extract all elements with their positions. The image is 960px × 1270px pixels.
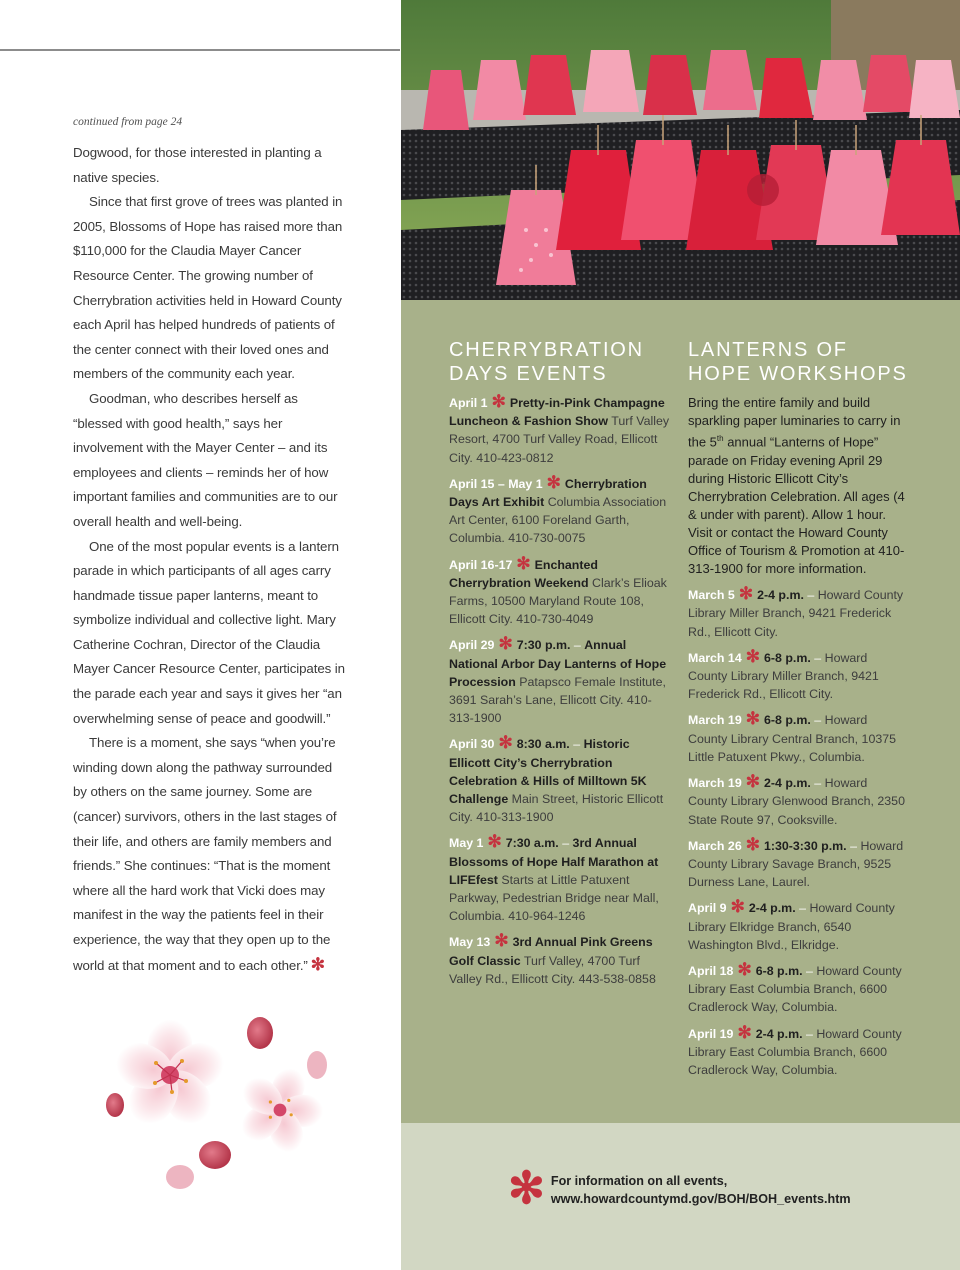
asterisk-flower-icon: ✻ xyxy=(487,832,502,852)
workshop-date: April 19 xyxy=(688,1026,734,1041)
workshops-heading-line2: HOPE WORKSHOPS xyxy=(688,363,908,385)
paper-lanterns-photo xyxy=(401,0,960,300)
intro-superscript: th xyxy=(716,434,724,444)
continued-note: continued from page 24 xyxy=(73,116,183,128)
asterisk-flower-icon: ✻ xyxy=(498,634,513,654)
events-url-link[interactable]: www.howardcountymd.gov/BOH/BOH_events.htm xyxy=(550,1192,851,1206)
article-column xyxy=(73,113,345,978)
dash: – xyxy=(807,588,815,603)
event-item xyxy=(449,933,671,988)
event-detail: Turf Valley Resort, 4700 Turf Valley Road, Ellicott City. 410-423-0812 xyxy=(449,414,670,465)
bud-1 xyxy=(247,1017,273,1049)
event-title: Enchanted Cherrybration Weekend xyxy=(449,557,598,590)
event-title: Annual National Arbor Day Lanterns of Hope Procession xyxy=(449,638,667,689)
workshop-item xyxy=(688,774,908,829)
event-title: 3rd Annual Blossoms of Hope Half Marathon at LIFEfest xyxy=(449,836,659,887)
top-rule xyxy=(0,49,400,51)
intro-part-b: annual “Lanterns of Hope” parade on Friday evening April 29 during Historic Ellicott City’s Cherrybration Celebration. All ages (4 & under with parent). Allow 1 hour. Visit or contact the Howard County Office of Tourism & Promotion at 410-313-1900 for more information. xyxy=(688,434,905,577)
workshops-heading-line1: LANTERNS OF xyxy=(688,339,848,361)
workshop-detail: Howard County Library East Columbia Branch, 6600 Cradlerock Way, Columbia. xyxy=(688,963,902,1015)
dash: – xyxy=(814,776,822,791)
asterisk-flower-icon: ✻ xyxy=(730,897,745,917)
dash: – xyxy=(814,713,822,728)
workshop-item xyxy=(688,586,908,641)
event-detail: Main Street, Historic Ellicott City. 410-313-1900 xyxy=(449,792,664,825)
paragraph-2: Since that first grove of trees was planted in 2005, Blossoms of Hope has raised more than $110,000 for the Claudia Mayer Cancer Resource Center. The growing number of Cherrybration activities held in Howard County each April has helped hundreds of patients of the center connect with their loved ones and members of the community each year. xyxy=(73,194,343,382)
dash: – xyxy=(573,737,581,752)
lanterns-workshops-column xyxy=(688,338,908,1087)
event-detail: Columbia Association Art Center, 6100 Foreland Garth, Columbia. 410-730-0075 xyxy=(449,495,667,546)
workshop-date: March 19 xyxy=(688,776,742,791)
info-block xyxy=(508,1164,851,1213)
event-time: 7:30 p.m. xyxy=(516,638,571,653)
asterisk-flower-icon: ✻ xyxy=(745,834,760,854)
event-item xyxy=(449,553,671,629)
event-date: April 15 – May 1 xyxy=(449,476,543,491)
workshop-detail: Howard County Library Miller Branch, 9421 Frederick Rd., Ellicott City. xyxy=(688,650,879,702)
cherry-blossom-illustration xyxy=(85,1005,345,1205)
event-detail: Patapsco Female Institute, 3691 Sarah’s Lane, Ellicott City. 410-313-1900 xyxy=(449,674,666,726)
event-title: Historic Ellicott City’s Cherrybration Celebration & Hills of Milltown 5K Challenge xyxy=(449,737,647,807)
workshop-time: 6-8 p.m. xyxy=(763,713,811,728)
dash: – xyxy=(573,638,581,653)
event-detail: Clark’s Elioak Farms, 10500 Maryland Route 108, Ellicott City. 410-730-4049 xyxy=(449,575,667,627)
workshop-date: April 9 xyxy=(688,901,727,916)
workshop-item xyxy=(688,834,908,892)
dash: – xyxy=(850,838,857,853)
workshop-item xyxy=(688,1022,908,1080)
asterisk-flower-icon: ✻ xyxy=(494,931,509,951)
info-text xyxy=(551,1170,851,1208)
workshop-detail: Howard County Library Glenwood Branch, 2350 State Route 97, Cooksville. xyxy=(688,776,905,827)
workshop-time: 2-4 p.m. xyxy=(748,901,796,916)
dash: – xyxy=(799,901,806,916)
cherrybration-events-column xyxy=(449,338,671,996)
bud-3 xyxy=(106,1093,124,1117)
info-line: For information on all events, xyxy=(550,1174,728,1188)
dash: – xyxy=(805,1026,813,1041)
workshop-time: 6-8 p.m. xyxy=(755,963,803,978)
workshop-detail: Howard County Library Savage Branch, 9525 Durness Lane, Laurel. xyxy=(688,838,904,890)
events-heading-line1: CHERRYBRATION xyxy=(449,339,644,361)
event-title: Cherrybration Days Art Exhibit xyxy=(449,476,647,510)
event-item xyxy=(449,394,671,467)
workshop-item xyxy=(688,711,908,766)
event-date: May 1 xyxy=(449,836,484,851)
dash: – xyxy=(805,963,813,978)
asterisk-flower-icon: ✻ xyxy=(498,733,513,753)
article-body xyxy=(73,141,345,978)
workshop-detail: Howard County Library Elkridge Branch, 6540 Washington Blvd., Elkridge. xyxy=(688,901,895,952)
paragraph-5 xyxy=(73,731,345,978)
workshop-detail: Howard County Library Miller Branch, 9421 Frederick Rd., Ellicott City. xyxy=(688,588,904,639)
bud-4 xyxy=(166,1165,194,1189)
event-time: 7:30 a.m. xyxy=(505,836,559,851)
paragraph-3: Goodman, who describes herself as “blessed with good health,” says her involvement with the Mayer Center – and its employees and clients – reminds her of how important families and communities are to our overall health and well-being. xyxy=(73,390,338,529)
workshop-item xyxy=(688,959,908,1017)
event-date: April 30 xyxy=(449,737,495,752)
event-date: April 1 xyxy=(449,396,488,410)
workshop-time: 1:30-3:30 p.m. xyxy=(763,838,847,853)
event-item xyxy=(449,735,671,826)
paragraph-5-text: There is a moment, she says “when you’re winding down along the pathway surrounded by others on the same journey. Some are (cancer) survivors, others in the last stages of their life, and others are family members and friends.” She continues: “That is the moment where all the hard work that Vicki does may manifest in the way the patients feel in their experience, the way that they open up to the world at that moment and to each other.” xyxy=(73,735,337,973)
asterisk-flower-icon: ✻ xyxy=(546,472,561,492)
event-detail: Starts at Little Patuxent Parkway, Pedestrian Bridge near Mall, Columbia. 410-964-1246 xyxy=(449,872,659,924)
event-date: April 29 xyxy=(449,638,495,653)
event-item xyxy=(449,472,671,548)
bud-5 xyxy=(307,1051,327,1079)
paragraph-1: Dogwood, for those interested in planting a native species. xyxy=(73,145,322,185)
event-item xyxy=(449,636,671,727)
workshop-date: March 5 xyxy=(688,588,735,603)
blossom-main xyxy=(104,1013,236,1138)
event-date: April 16-17 xyxy=(449,557,513,572)
events-heading xyxy=(449,338,671,386)
dash: – xyxy=(562,836,570,851)
asterisk-flower-icon: ✻ xyxy=(738,584,754,604)
event-title: Pretty-in-Pink Champagne Luncheon & Fashion Show xyxy=(449,396,665,429)
dash: – xyxy=(814,650,822,665)
workshop-time: 2-4 p.m. xyxy=(757,588,804,603)
event-detail: Turf Valley, 4700 Turf Valley Rd., Ellicott City. 443-538-0858 xyxy=(449,953,656,986)
event-item xyxy=(449,834,671,925)
bud-2 xyxy=(199,1141,231,1169)
asterisk-flower-icon: ✻ xyxy=(516,553,531,573)
asterisk-flower-icon: ✻ xyxy=(737,1022,752,1042)
asterisk-flower-icon: ✻ xyxy=(745,646,760,666)
end-mark-icon: ✻ xyxy=(310,954,325,974)
event-title: 3rd Annual Pink Greens Golf Classic xyxy=(449,935,653,968)
workshop-date: March 19 xyxy=(688,713,742,728)
workshops-heading xyxy=(688,338,908,386)
event-time: 8:30 a.m. xyxy=(516,737,570,752)
asterisk-flower-icon: ✻ xyxy=(745,772,760,792)
workshop-detail: Howard County Library East Columbia Branch, 6600 Cradlerock Way, Columbia. xyxy=(688,1026,902,1077)
intro-part-a: Bring the entire family and build sparkling paper luminaries to carry in the 5 xyxy=(688,395,901,450)
workshop-item xyxy=(688,646,908,704)
workshop-time: 2-4 p.m. xyxy=(763,776,811,791)
workshop-date: March 14 xyxy=(688,650,742,665)
asterisk-flower-icon: ✻ xyxy=(737,959,752,979)
paragraph-4: One of the most popular events is a lantern parade in which participants of all ages carry handmade tissue paper lanterns, meant to symbolize individual and collective light. Mary Catherine Cochran, Director of the Claudia Mayer Cancer Resource Center, participates in the parade each year and says it gives her “an overwhelming sense of peace and goodwill.” xyxy=(73,538,345,726)
workshops-intro xyxy=(688,394,908,578)
event-date: May 13 xyxy=(449,935,491,950)
events-heading-line2: DAYS EVENTS xyxy=(449,363,608,385)
workshop-item xyxy=(688,899,908,954)
workshop-time: 2-4 p.m. xyxy=(755,1026,803,1041)
asterisk-flower-icon: ✻ xyxy=(491,392,506,411)
workshop-date: March 26 xyxy=(688,838,742,853)
workshop-detail: Howard County Library Central Branch, 10375 Little Patuxent Pkwy., Columbia. xyxy=(688,713,897,764)
workshop-date: April 18 xyxy=(688,963,734,978)
asterisk-flower-icon: ✻ xyxy=(508,1164,545,1213)
workshop-time: 6-8 p.m. xyxy=(763,650,811,665)
asterisk-flower-icon: ✻ xyxy=(745,709,760,729)
